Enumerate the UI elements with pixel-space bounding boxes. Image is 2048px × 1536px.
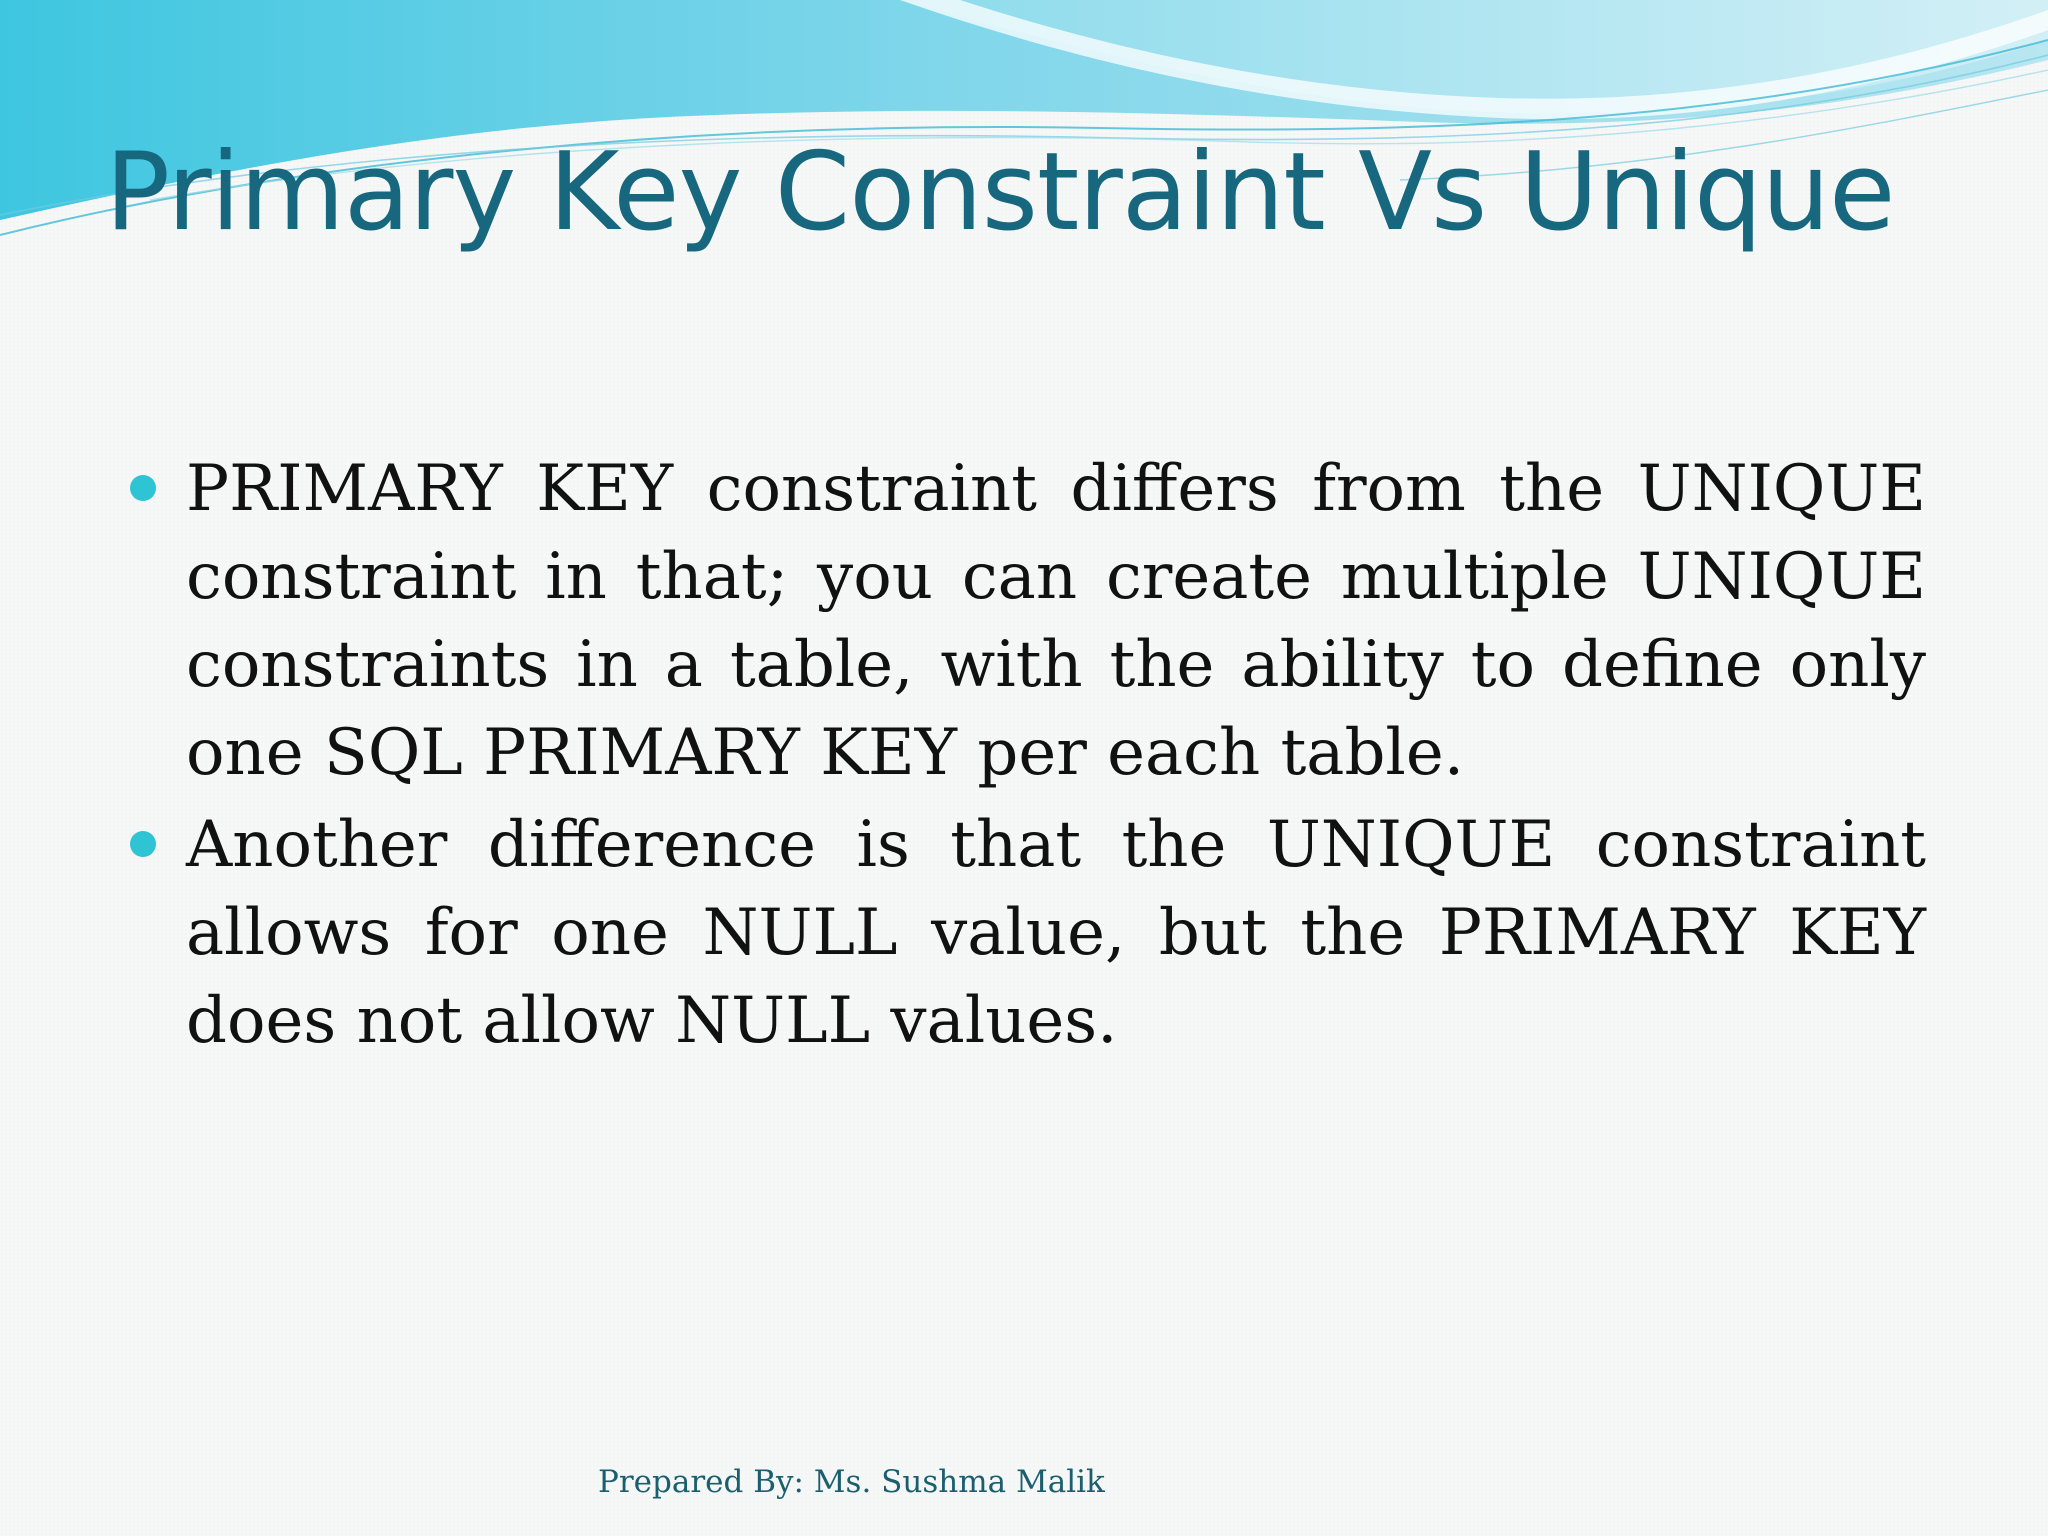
footer-credit: Prepared By: Ms. Sushma Malik <box>598 1464 1105 1500</box>
bullet-text: Another difference is that the UNIQUE constraint allows for one NULL value, but the PRIMARY KEY does not allow NULL values. <box>186 808 1926 1058</box>
bullet-list <box>128 445 1926 1069</box>
bullet-item-null-difference <box>128 801 1926 1065</box>
bullet-item-primary-vs-unique <box>128 445 1926 797</box>
slide-title: Primary Key Constraint Vs Unique <box>105 130 1895 255</box>
bullet-dot-icon <box>130 831 156 857</box>
bullet-text: PRIMARY KEY constraint differs from the UNIQUE constraint in that; you can create multiple UNIQUE constraints in a table, with the ability to define only one SQL PRIMARY KEY per each table. <box>186 452 1926 790</box>
bullet-dot-icon <box>130 475 156 501</box>
